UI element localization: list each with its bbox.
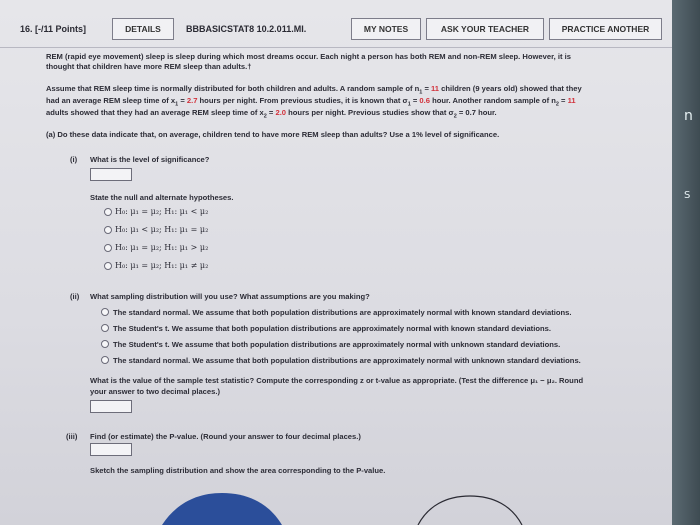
ask-teacher-button[interactable]: ASK YOUR TEACHER [426,18,544,40]
part-a-question: (a) Do these data indicate that, on average, children tend to have more REM sleep than adults? Use a 1% level of significance. [46,130,500,139]
distribution-option: The Student's t. We assume that both population distributions are approximately normal with known standard deviations. [113,324,551,333]
practice-another-button[interactable]: PRACTICE ANOTHER [549,18,662,40]
intro-line: REM (rapid eye movement) sleep is sleep during which most dreams occur. Each night a person has both REM and non-REM sleep. However, it is [46,52,571,61]
p-value-question: Find (or estimate) the P-value. (Round your answer to four decimal places.) [90,432,361,441]
state-hypotheses-label: State the null and alternate hypotheses. [90,193,234,202]
assignment-code: BBBASICSTAT8 10.2.011.MI. [186,24,307,34]
hypothesis-option: H₀: μ₁ = μ₂; H₁: μ₁ > μ₂ [115,243,209,252]
test-statistic-question: your answer to two decimal places.) [90,387,220,396]
part-iii-label: (iii) [66,432,78,441]
distribution-option: The standard normal. We assume that both population distributions are approximately normal with known standard deviations. [113,308,572,317]
adjacent-window-edge [672,0,700,525]
my-notes-button[interactable]: MY NOTES [351,18,421,40]
unshaded-curve[interactable] [418,496,522,525]
distribution-option: The standard normal. We assume that both population distributions are approximately normal with unknown standard deviations. [113,356,581,365]
hypothesis-option: H₀: μ₁ < μ₂; H₁: μ₁ = μ₂ [115,225,209,234]
hypothesis-option: H₀: μ₁ = μ₂; H₁: μ₁ ≠ μ₂ [115,261,209,270]
question-number: 16. [-/11 Points] [20,24,87,34]
setup-line-2: had an average REM sleep time of $x_1 = 2.7$ hours per night. From previous studies, it is known that $\sigma_1 = 0.6$ hour. Another random sample of $n_2 = 11$ [46,96,576,108]
setup-line-3: adults showed that they had an average REM sleep time of $x_2 = 2.0$ hours per night. Previous studies show that $\sigma_2 = 0.7$ hour. [46,108,497,120]
part-i-label: (i) [70,155,78,164]
distribution-option: The Student's t. We assume that both population distributions are approximately normal with unknown standard deviations. [113,340,561,349]
sketch-instruction: Sketch the sampling distribution and show the area corresponding to the P-value. [90,466,386,475]
edge-letter: n [684,108,693,124]
test-statistic-question: What is the value of the sample test statistic? Compute the corresponding z or t-value as appropriate. (Test the difference μ₁ − μ₂. Round [90,376,584,385]
sampling-question: What sampling distribution will you use? What assumptions are you making? [90,292,370,301]
hypothesis-option: H₀: μ₁ = μ₂; H₁: μ₁ < μ₂ [115,207,209,216]
details-button[interactable]: DETAILS [112,18,174,40]
significance-question: What is the level of significance? [90,155,210,164]
edge-letter: S [684,190,691,201]
setup-line-1: Assume that REM sleep time is normally distributed for both children and adults. A random sample of $n_1 = 11$ children (9 years old) showed that they [46,84,582,96]
intro-line: thought that children have more REM sleep than adults.† [46,62,252,71]
part-ii-label: (ii) [70,292,80,301]
shaded-curve[interactable] [162,493,282,525]
